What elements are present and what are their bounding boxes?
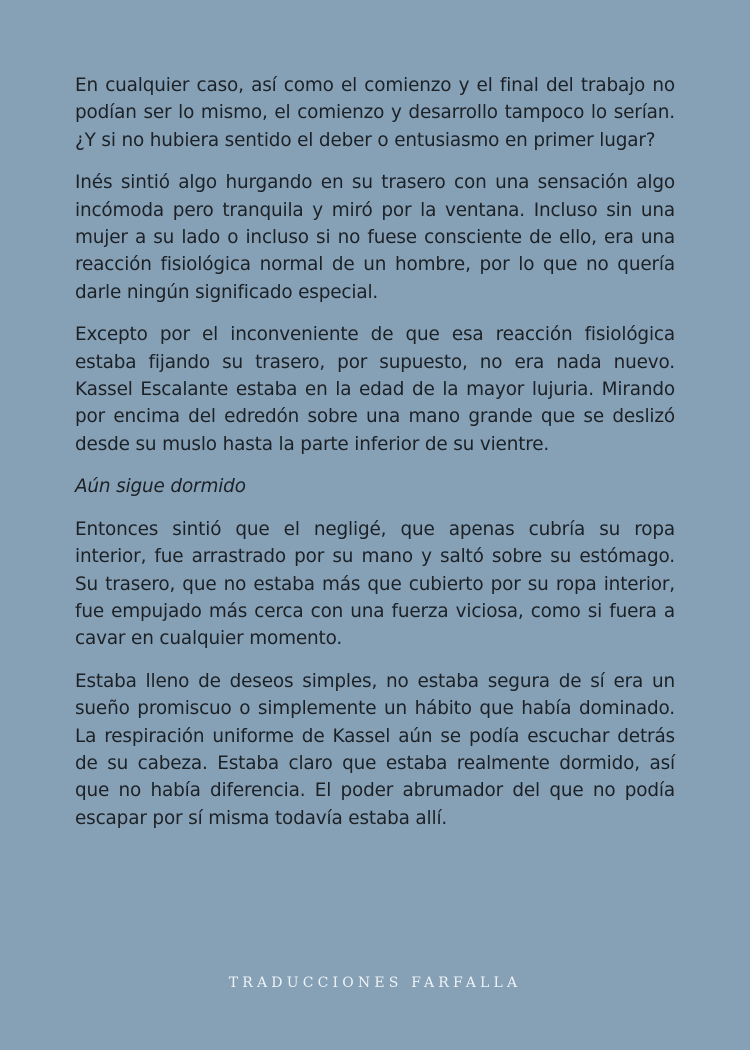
paragraph-5: Entonces sintió que el negligé, que apenas cubría su ropa interior, fue arrastrado por su mano y saltó sobre su estómago. Su trasero, que no estaba más que cubierto por su ropa interior, fue empujado más cerca con una fuerza viciosa, como si fuera a cavar en cualquier momento. <box>75 518 675 650</box>
translator-credit-footer: TRADUCCIONES FARFALLA <box>228 975 522 991</box>
paragraph-3: Excepto por el inconveniente de que esa reacción fisiológica estaba fijando su trasero, por supuesto, no era nada nuevo. Kassel Escalante estaba en la edad de la mayor lujuria. Mirando por encima del edredón sobre una mano grande que se deslizó desde su muslo hasta la parte inferior de su vientre. <box>75 324 675 455</box>
document-page <box>75 72 675 847</box>
italic-thought-line: Aún sigue dormido <box>75 476 246 498</box>
paragraph-1: En cualquier caso, así como el comienzo y el final del trabajo no podían ser lo mismo, el comienzo y desarrollo tampoco lo serían. ¿Y si no hubiera sentido el deber o entusiasmo en primer lugar? <box>75 75 675 151</box>
paragraph-2: Inés sintió algo hurgando en su trasero con una sensación algo incómoda pero tranquila y miró por la ventana. Incluso sin una mujer a su lado o incluso si no fuese consciente de ello, era una reacción fisiológica normal de un hombre, por lo que no quería darle ningún significado especial. <box>75 172 675 303</box>
paragraph-6: Estaba lleno de deseos simples, no estaba segura de sí era un sueño promiscuo o simplemente un hábito que había dominado. La respiración uniforme de Kassel aún se podía escuchar detrás de su cabeza. Estaba claro que estaba realmente dormido, así que no había diferencia. El poder abrumador del que no podía escapar por sí misma todavía estaba allí. <box>75 670 675 829</box>
